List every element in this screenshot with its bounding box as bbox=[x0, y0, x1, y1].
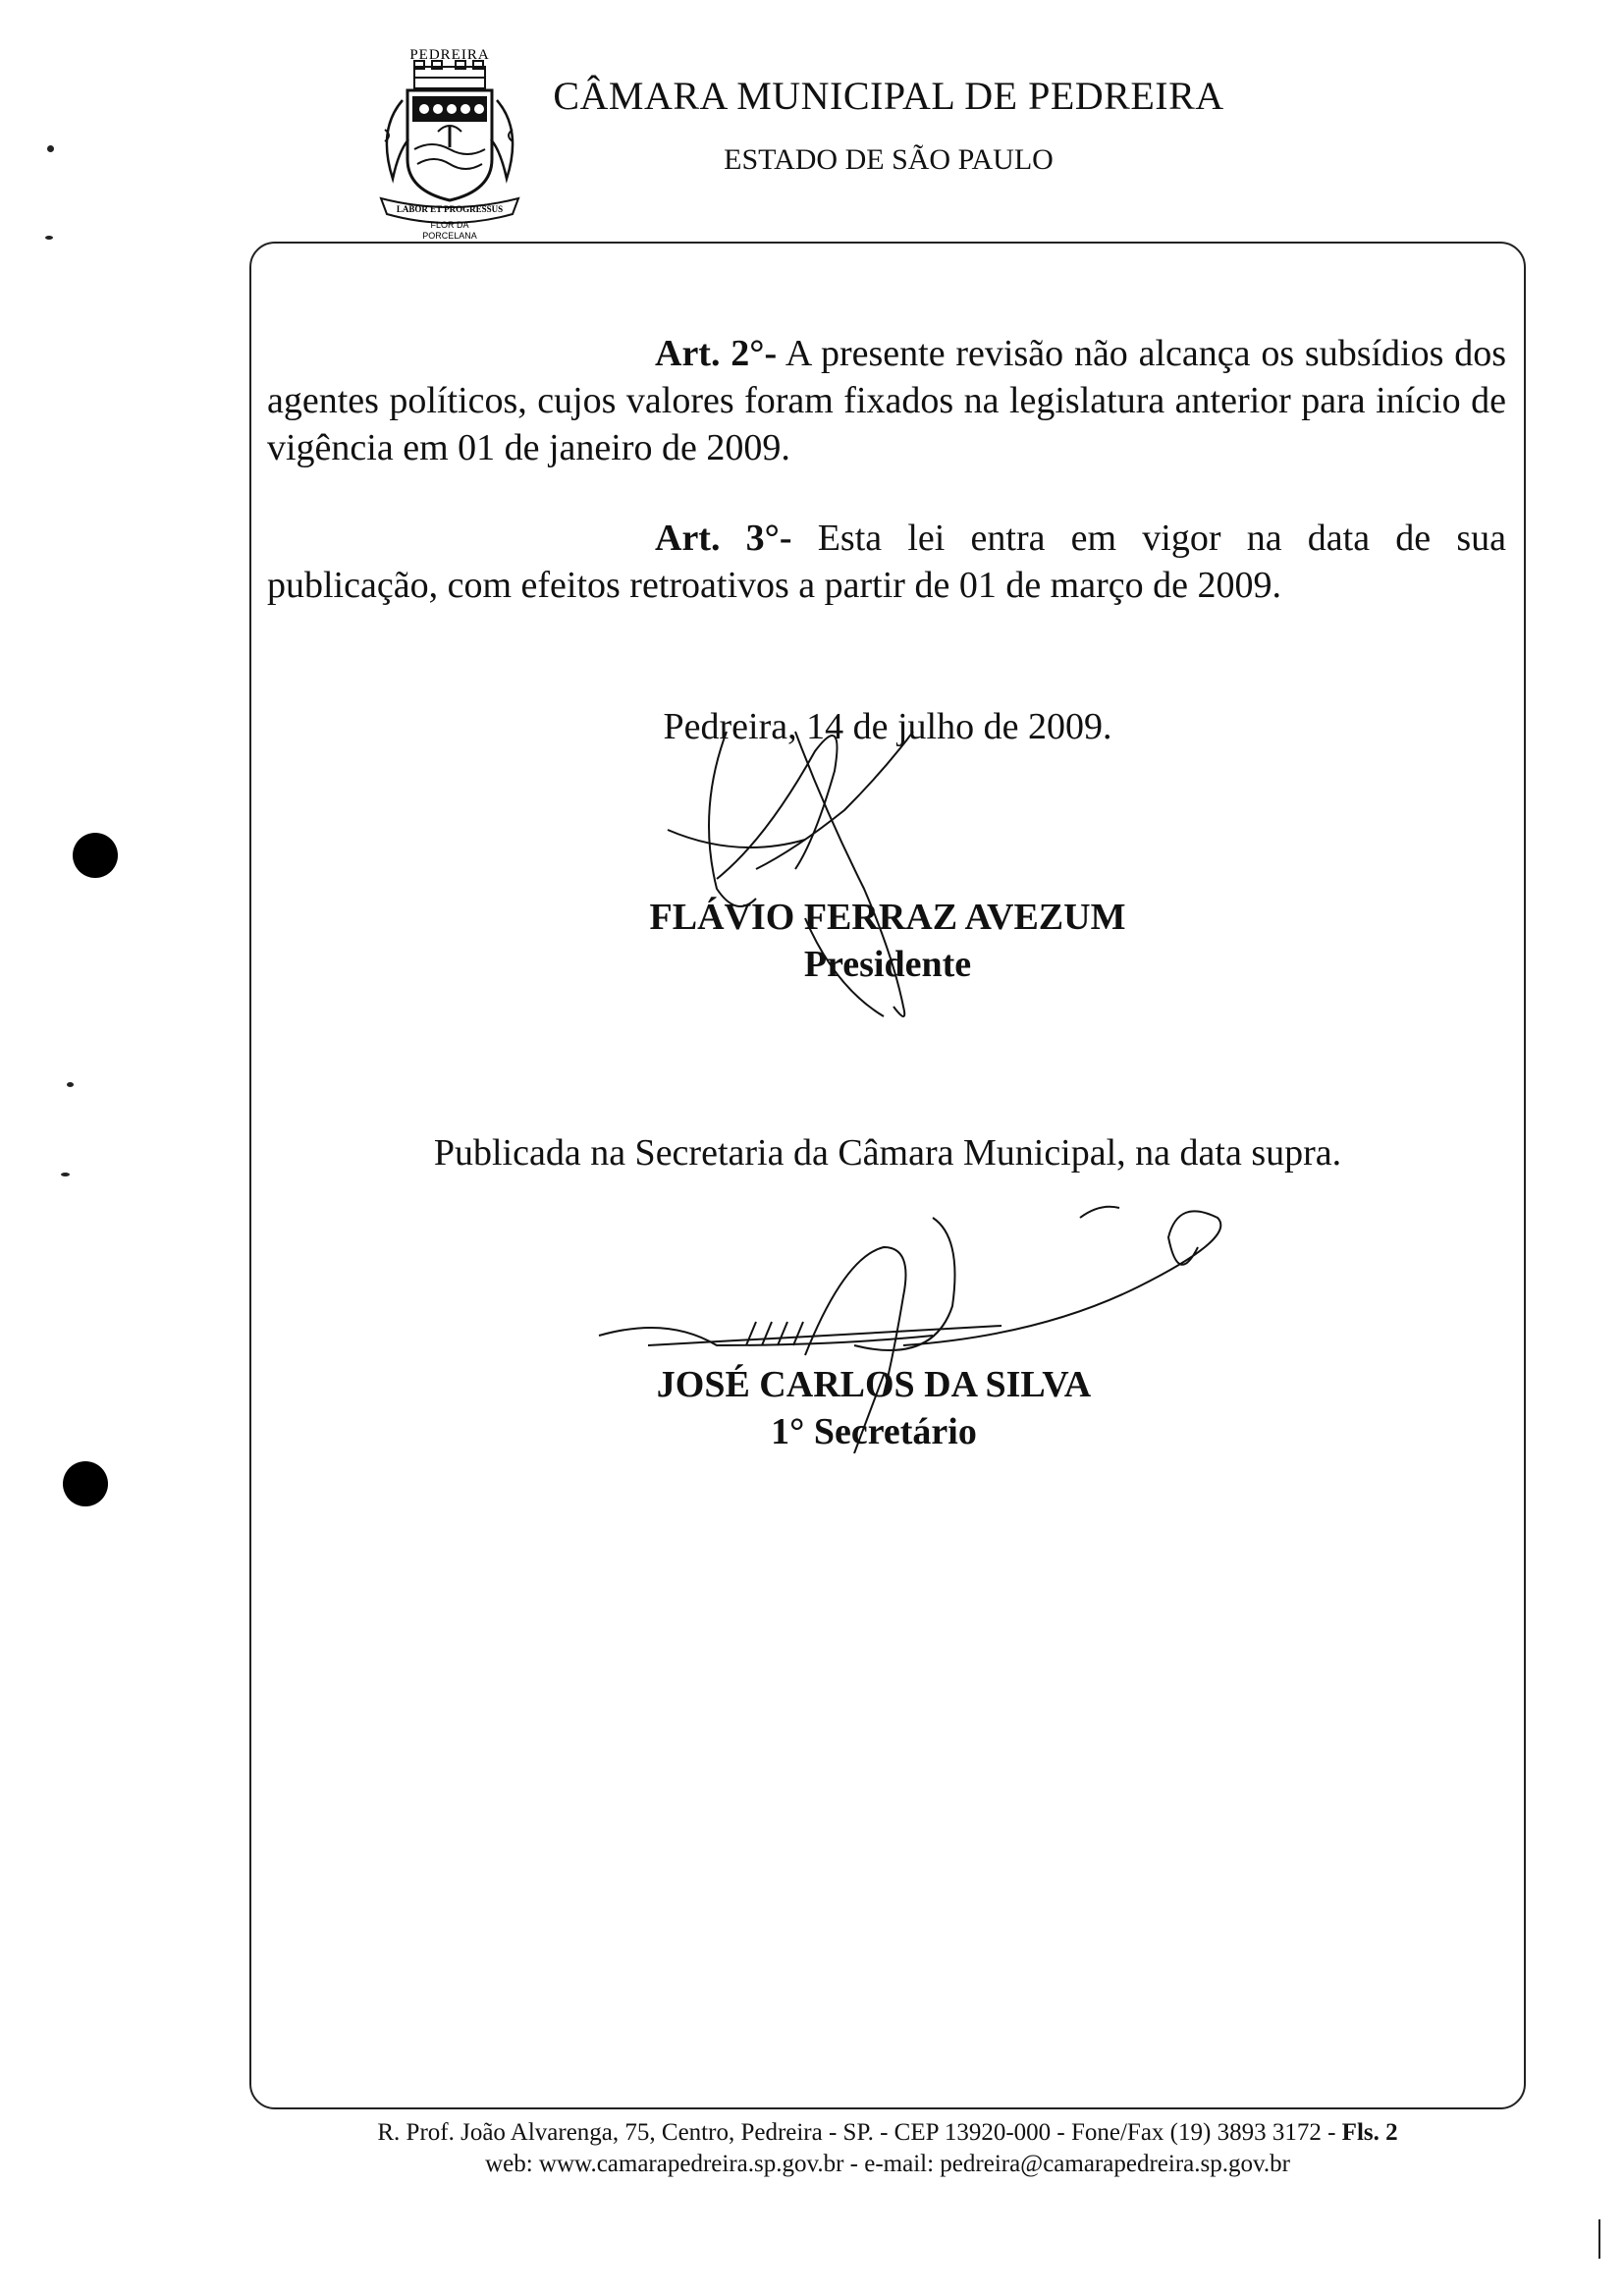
crest-bottom-text-2: PORCELANA bbox=[422, 231, 477, 241]
article-2-text: A presente revisão não alcança os subsídios dos agentes políticos, cujos valores foram fixados na legislatura anterior para início de vigência em 01 de janeiro de 2009. bbox=[267, 333, 1506, 468]
footer-web: web: www.camarapedreira.sp.gov.br - e-mail: pedreira@camarapedreira.sp.gov.br bbox=[485, 2151, 1290, 2177]
article-3-text: Esta lei entra em vigor na data de sua publicação, com efeitos retroativos a partir de 01 de março de 2009. bbox=[267, 518, 1506, 606]
footer-line-1: R. Prof. João Alvarenga, 75, Centro, Pedreira - SP. - CEP 13920-000 - Fone/Fax (19) 3893 3172 - bbox=[377, 2119, 1342, 2146]
signer-1-name: FLÁVIO FERRAZ AVEZUM bbox=[649, 897, 1126, 938]
crest-top-text: PEDREIRA bbox=[409, 47, 490, 63]
article-3-label: Art. 3°- bbox=[655, 518, 792, 559]
article-2-label: Art. 2°- bbox=[655, 333, 778, 374]
scan-speck bbox=[45, 236, 53, 240]
signer-2-role: 1° Secretário bbox=[771, 1411, 977, 1452]
crest-motto: LABOR ET PROGRESSUS bbox=[396, 204, 504, 214]
scan-edge-mark bbox=[1598, 2219, 1600, 2259]
signer-1-role: Presidente bbox=[803, 944, 972, 985]
footer-page-number: Fls. 2 bbox=[1341, 2119, 1398, 2146]
scan-speck bbox=[47, 145, 54, 152]
date-line: Pedreira, 14 de julho de 2009. bbox=[663, 706, 1112, 747]
crest-bottom-text-1: FLOR DA bbox=[430, 220, 469, 230]
punch-hole-top bbox=[73, 833, 118, 878]
punch-hole-bottom bbox=[63, 1461, 108, 1506]
signer-2-name: JOSÉ CARLOS DA SILVA bbox=[656, 1364, 1092, 1405]
published-note: Publicada na Secretaria da Câmara Municipal, na data supra. bbox=[433, 1132, 1342, 1174]
footer-address bbox=[249, 2119, 1526, 2147]
header-title: CÂMARA MUNICIPAL DE PEDREIRA bbox=[553, 74, 1224, 118]
scan-speck bbox=[67, 1082, 74, 1087]
header-subtitle: ESTADO DE SÃO PAULO bbox=[724, 143, 1054, 176]
article-3 bbox=[267, 515, 1506, 609]
coat-of-arms-icon bbox=[363, 41, 535, 243]
article-2 bbox=[267, 330, 1506, 471]
scan-speck bbox=[61, 1173, 70, 1176]
